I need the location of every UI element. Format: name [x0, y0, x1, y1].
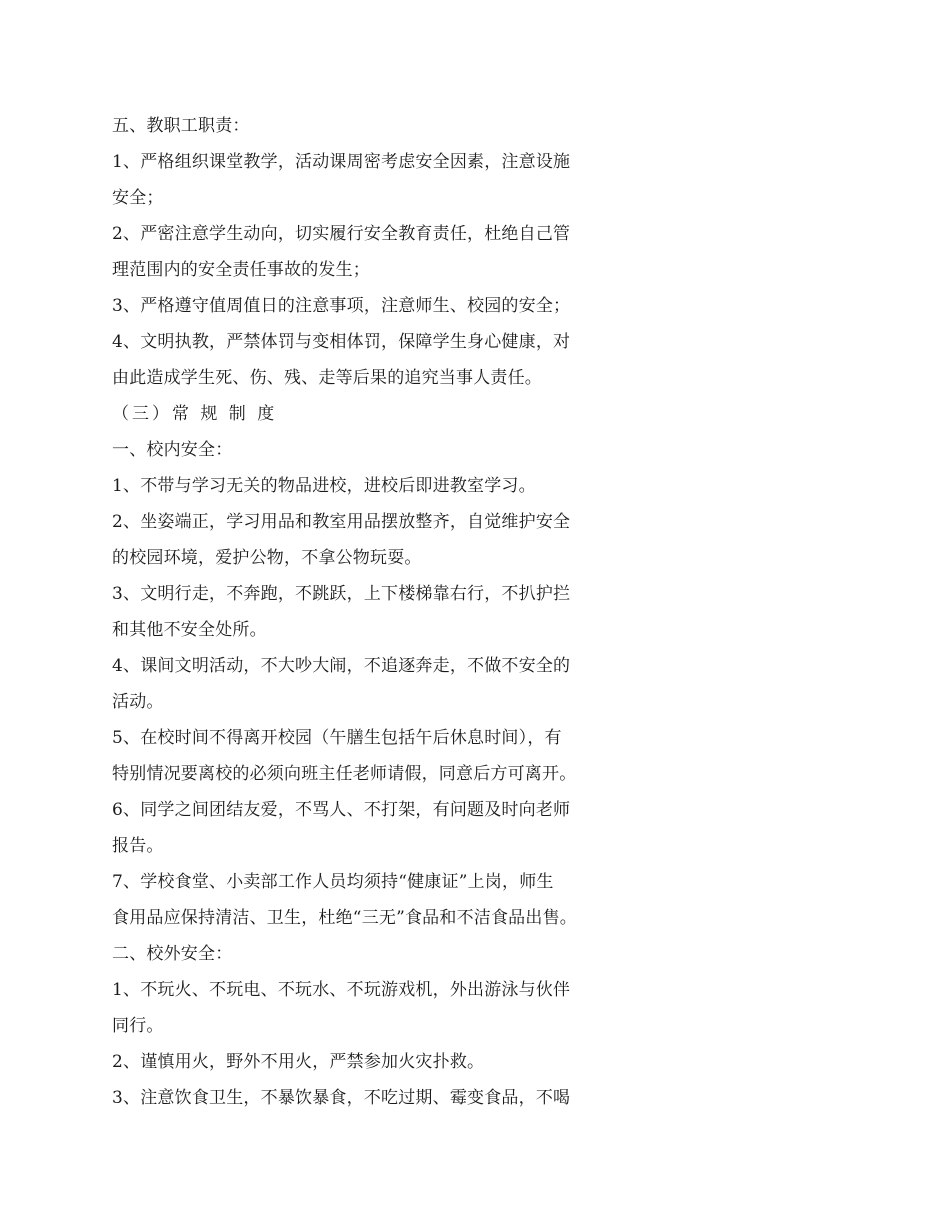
text-line: 活动。: [112, 692, 164, 712]
text-line: 1、不带与学习无关的物品进校，进校后即进教室学习。: [112, 476, 536, 496]
text-line: 4、课间文明活动，不大吵大闹，不追逐奔走，不做不安全的: [112, 656, 571, 676]
section-heading-off-campus-safety: 二、校外安全：: [112, 944, 233, 964]
text-line: 安全；: [112, 188, 164, 208]
section-heading-staff-duties: 五、教职工职责：: [112, 116, 250, 136]
text-line: 食用品应保持清洁、卫生，杜绝“三无”食品和不洁食品出售。: [112, 908, 577, 928]
text-line: 7、学校食堂、小卖部工作人员均须持“健康证”上岗，师生: [112, 872, 554, 892]
document-body: [112, 108, 612, 1116]
text-line: 3、文明行走，不奔跑，不跳跃，上下楼梯靠右行，不扒护拦: [112, 584, 571, 604]
text-line: 理范围内的安全责任事故的发生；: [112, 260, 370, 280]
text-line: 的校园环境，爱护公物，不拿公物玩耍。: [112, 548, 422, 568]
text-line: 1、不玩火、不玩电、不玩水、不玩游戏机，外出游泳与伙伴: [112, 980, 571, 1000]
section-heading-campus-safety: 一、校内安全：: [112, 440, 233, 460]
text-line: 3、注意饮食卫生，不暴饮暴食，不吃过期、霉变食品，不喝: [112, 1088, 571, 1108]
text-line: 2、坐姿端正，学习用品和教室用品摆放整齐，自觉维护安全: [112, 512, 571, 532]
text-line: 6、同学之间团结友爱，不骂人、不打架，有问题及时向老师: [112, 800, 571, 820]
text-line: 4、文明执教，严禁体罚与变相体罚，保障学生身心健康，对: [112, 332, 571, 352]
text-line: 5、在校时间不得离开校园（午膳生包括午后休息时间），有: [112, 728, 562, 748]
text-line: 同行。: [112, 1016, 164, 1036]
text-line: 由此造成学生死、伤、残、走等后果的追究当事人责任。: [112, 368, 542, 388]
text-line: 1、严格组织课堂教学，活动课周密考虑安全因素，注意设施: [112, 152, 571, 172]
text-line: 2、严密注意学生动向，切实履行安全教育责任，杜绝自己管: [112, 224, 571, 244]
text-line: 3、严格遵守值周值日的注意事项，注意师生、校园的安全；: [112, 296, 571, 316]
text-line: 特别情况要离校的必须向班主任老师请假，同意后方可离开。: [112, 764, 577, 784]
text-line: 2、谨慎用火，野外不用火，严禁参加火灾扑救。: [112, 1052, 485, 1072]
text-line: 和其他不安全处所。: [112, 620, 267, 640]
section-heading-regular-rules: （三）常 规 制 度: [112, 404, 278, 424]
text-line: 报告。: [112, 836, 164, 856]
